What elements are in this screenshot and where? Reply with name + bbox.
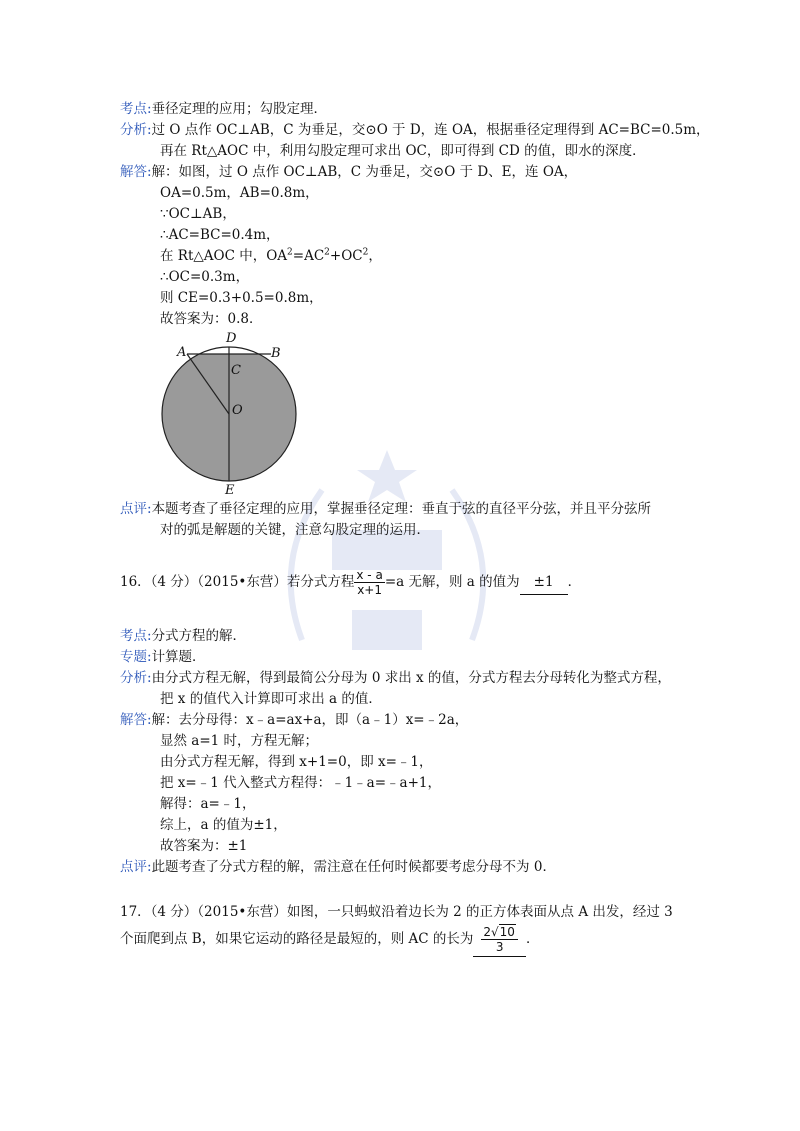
zhuanti-row <box>120 648 206 666</box>
q17-stem: 个面爬到点 B，如果它运动的路径是最短的，则 AC 的长为 <box>120 931 474 947</box>
jieda-line: OA=0.5m，AB=0.8m， <box>160 185 319 201</box>
q16-stem: ． <box>567 574 582 590</box>
jieda-text: 解：如图，过 O 点作 OC⊥AB，C 为垂足，交⊙O 于 D、E，连 OA， <box>151 164 578 180</box>
eq-part: +OC <box>329 248 363 264</box>
kaodian-text: 分式方程的解． <box>151 628 247 644</box>
label-c: C <box>231 363 241 378</box>
fraction <box>354 568 384 597</box>
jieda-label: 解答: <box>120 712 152 728</box>
frac-denominator: 3 <box>495 940 504 954</box>
jieda-line: 故答案为：0.8． <box>160 311 263 327</box>
jieda-line: 解得：a=﹣1， <box>160 796 256 812</box>
jieda-line-pythagoras <box>160 247 382 265</box>
fenxi-row <box>120 669 671 687</box>
fenxi-label: 分析: <box>120 122 152 138</box>
answer-fraction <box>481 925 518 954</box>
dianping-row <box>120 500 651 518</box>
dianping-text: 本题考查了垂径定理的应用，掌握垂径定理：垂直于弦的直径平分弦，并且平分弦所 <box>151 501 652 517</box>
jieda-row <box>120 711 468 729</box>
q17-stem: ． <box>525 931 540 947</box>
sqrt-sign: √ <box>491 925 499 939</box>
kaodian-label: 考点: <box>120 628 152 644</box>
frac-denominator: x+1 <box>357 583 382 597</box>
label-b: B <box>271 346 281 361</box>
exponent: 2 <box>287 247 293 258</box>
question-17-line-1: 17．（4 分）（2015•东营）如图，一只蚂蚁沿着边长为 2 的正方体表面从点 A 出发，经过 3 <box>120 904 673 920</box>
label-d: D <box>226 331 237 346</box>
circle-figure <box>155 328 305 498</box>
label-e: E <box>225 483 235 498</box>
dianping-text-2: 对的弧是解题的关键，注意勾股定理的运用． <box>160 522 430 538</box>
jieda-text: 解：去分母得：x﹣a=ax+a，即（a﹣1）x=﹣2a， <box>151 712 469 728</box>
exponent: 2 <box>324 247 330 258</box>
coef: 2 <box>483 925 492 939</box>
jieda-row <box>120 163 577 181</box>
fenxi-text: 由分式方程无解，得到最简公分母为 0 求出 x 的值，分式方程去分母转化为整式方程， <box>151 670 671 686</box>
kaodian-row <box>120 100 327 118</box>
jieda-line: 综上，a 的值为±1， <box>160 817 287 833</box>
jieda-line: ∵OC⊥AB， <box>160 206 236 222</box>
kaodian-row <box>120 627 246 645</box>
dianping-text: 此题考查了分式方程的解，需注意在任何时候都要考虑分母不为 0． <box>151 859 556 875</box>
jieda-line: 把 x=﹣1 代入整式方程得：﹣1﹣a=﹣a+1， <box>160 775 441 791</box>
zhuanti-label: 专题: <box>120 649 152 665</box>
jieda-line: 则 CE=0.3+0.5=0.8m， <box>160 290 323 306</box>
fenxi-text-2: 把 x 的值代入计算即可求出 a 的值． <box>160 691 382 707</box>
dianping-label: 点评: <box>120 859 152 875</box>
eq-part: 在 Rt△AOC 中，OA <box>160 248 288 264</box>
kaodian-text: 垂径定理的应用；勾股定理． <box>151 101 328 117</box>
eq-part: ， <box>368 248 382 264</box>
fenxi-text: 过 O 点作 OC⊥AB，C 为垂足，交⊙O 于 D，连 OA，根据垂径定理得到 AC=BC=0.5m， <box>151 122 710 138</box>
kaodian-label: 考点: <box>120 101 152 117</box>
jieda-line: 由分式方程无解，得到 x+1=0，即 x=﹣1， <box>160 754 433 770</box>
dianping-row <box>120 858 556 876</box>
zhuanti-text: 计算题． <box>151 649 206 665</box>
jieda-label: 解答: <box>120 164 152 180</box>
exponent: 2 <box>362 247 369 258</box>
answer-blank: ±1 <box>520 570 568 595</box>
answer-blank <box>473 922 526 957</box>
q16-stem: 16．（4 分）（2015•东营）若分式方程 <box>120 574 355 590</box>
q16-stem: =a 无解，则 a 的值为 <box>384 574 520 590</box>
radicand: 10 <box>499 925 515 939</box>
dianping-label: 点评: <box>120 501 152 517</box>
frac-numerator: x - a <box>356 568 383 582</box>
fenxi-label: 分析: <box>120 670 152 686</box>
frac-numerator <box>481 925 518 940</box>
jieda-line: 显然 a=1 时，方程无解； <box>160 733 319 749</box>
question-16 <box>120 568 581 597</box>
label-a: A <box>177 345 187 360</box>
jieda-line: ∴AC=BC=0.4m， <box>160 227 280 243</box>
fenxi-row <box>120 121 710 139</box>
question-17-line-2 <box>120 922 539 957</box>
eq-part: =AC <box>292 248 325 264</box>
fenxi-text-2: 再在 Rt△AOC 中，利用勾股定理可求出 OC，即可得到 CD 的值，即水的深度． <box>160 143 646 159</box>
jieda-line: 故答案为：±1 <box>160 838 248 854</box>
label-o: O <box>232 403 243 418</box>
jieda-line: ∴OC=0.3m， <box>160 269 250 285</box>
